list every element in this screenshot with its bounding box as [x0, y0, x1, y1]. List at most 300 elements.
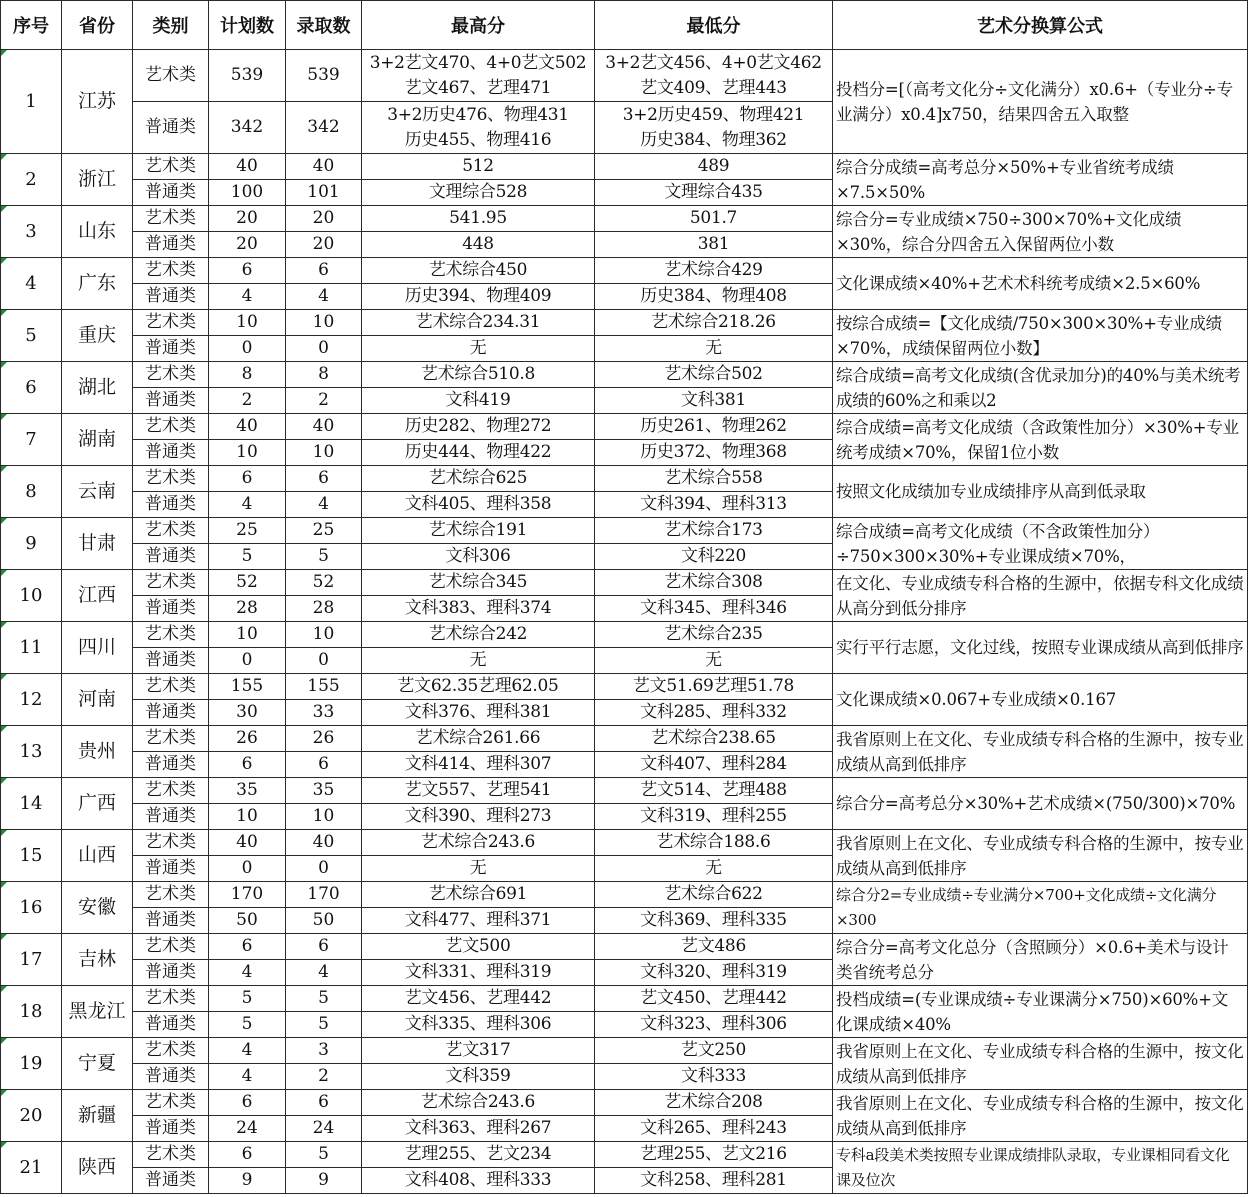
header-row [1, 1, 1248, 50]
row-min-score: 艺理255、艺文216 [595, 1142, 833, 1168]
score-line: 3+2历史459、物理421 [622, 104, 805, 125]
score-line: 3+2艺文456、4+0艺文462 [605, 52, 822, 73]
row-admit: 40 [286, 414, 362, 440]
row-category: 普通类 [133, 336, 209, 362]
row-admit: 24 [286, 1116, 362, 1142]
row-max-score: 艺文456、艺理442 [362, 986, 595, 1012]
row-seq: 21 [1, 1142, 62, 1194]
row-max-score: 无 [362, 856, 595, 882]
row-min-score: 历史261、物理262 [595, 414, 833, 440]
row-plan: 25 [209, 518, 286, 544]
row-seq: 16 [1, 882, 62, 934]
row-formula: 综合成绩=高考文化成绩（不含政策性加分）÷750×300×30%+专业课成绩×70%， [833, 518, 1248, 570]
row-min-score: 艺术综合502 [595, 362, 833, 388]
row-plan: 10 [209, 622, 286, 648]
row-category: 艺术类 [133, 1142, 209, 1168]
row-max-score: 无 [362, 648, 595, 674]
row-max-score: 文科414、理科307 [362, 752, 595, 778]
row-min-score: 无 [595, 856, 833, 882]
row-seq: 17 [1, 934, 62, 986]
row-plan: 35 [209, 778, 286, 804]
row-max-score: 艺文500 [362, 934, 595, 960]
row-category: 艺术类 [133, 206, 209, 232]
row-formula: 我省原则上在文化、专业成绩专科合格的生源中，按文化成绩从高到低排序 [833, 1038, 1248, 1090]
table-row [1, 726, 1248, 752]
row-admit: 4 [286, 492, 362, 518]
row-seq: 12 [1, 674, 62, 726]
row-category: 艺术类 [133, 830, 209, 856]
row-category: 艺术类 [133, 622, 209, 648]
row-category: 艺术类 [133, 726, 209, 752]
row-min-score: 无 [595, 336, 833, 362]
row-max-score: 文科383、理科374 [362, 596, 595, 622]
row-max-score: 文科331、理科319 [362, 960, 595, 986]
row-admit: 0 [286, 336, 362, 362]
row-plan: 539 [209, 50, 286, 102]
row-plan: 28 [209, 596, 286, 622]
table-row [1, 674, 1248, 700]
row-max-score: 艺术综合345 [362, 570, 595, 596]
row-plan: 342 [209, 102, 286, 154]
row-plan: 8 [209, 362, 286, 388]
row-plan: 170 [209, 882, 286, 908]
row-admit: 20 [286, 232, 362, 258]
row-category: 普通类 [133, 492, 209, 518]
row-min-score [595, 102, 833, 154]
row-seq: 13 [1, 726, 62, 778]
row-province: 四川 [62, 622, 133, 674]
row-province: 湖北 [62, 362, 133, 414]
row-plan: 5 [209, 544, 286, 570]
row-admit: 40 [286, 830, 362, 856]
row-admit: 33 [286, 700, 362, 726]
table-row [1, 934, 1248, 960]
header-min-score: 最低分 [595, 1, 833, 50]
row-max-score: 文科405、理科358 [362, 492, 595, 518]
row-admit: 101 [286, 180, 362, 206]
table-row [1, 154, 1248, 180]
row-formula: 在文化、专业成绩专科合格的生源中，依据专科文化成绩从高分到低分排序 [833, 570, 1248, 622]
row-admit: 5 [286, 1142, 362, 1168]
table-row [1, 882, 1248, 908]
row-min-score: 艺术综合235 [595, 622, 833, 648]
row-formula: 投档分=[（高考文化分÷文化满分）x0.6+（专业分÷专业满分）x0.4]x750，结果四舍五入取整 [833, 50, 1248, 154]
row-plan: 6 [209, 934, 286, 960]
row-category: 艺术类 [133, 778, 209, 804]
header-category: 类别 [133, 1, 209, 50]
row-admit: 0 [286, 648, 362, 674]
row-formula: 我省原则上在文化、专业成绩专科合格的生源中，按专业成绩从高到低排序 [833, 726, 1248, 778]
row-min-score: 历史372、物理368 [595, 440, 833, 466]
row-seq: 11 [1, 622, 62, 674]
row-max-score: 艺文557、艺理541 [362, 778, 595, 804]
row-min-score: 艺文514、艺理488 [595, 778, 833, 804]
row-province: 湖南 [62, 414, 133, 466]
row-plan: 40 [209, 830, 286, 856]
row-seq: 14 [1, 778, 62, 830]
row-admit: 50 [286, 908, 362, 934]
header-formula: 艺术分换算公式 [833, 1, 1248, 50]
row-province: 广东 [62, 258, 133, 310]
row-province: 河南 [62, 674, 133, 726]
row-max-score: 541.95 [362, 206, 595, 232]
row-plan: 4 [209, 492, 286, 518]
row-plan: 6 [209, 258, 286, 284]
row-plan: 155 [209, 674, 286, 700]
row-admit: 2 [286, 388, 362, 414]
row-max-score: 文科477、理科371 [362, 908, 595, 934]
row-category: 艺术类 [133, 466, 209, 492]
row-province: 吉林 [62, 934, 133, 986]
row-min-score: 文科265、理科243 [595, 1116, 833, 1142]
row-plan: 6 [209, 1090, 286, 1116]
row-min-score: 文科285、理科332 [595, 700, 833, 726]
row-formula: 综合分2=专业成绩÷专业满分×700+文化成绩÷文化满分×300 [833, 882, 1248, 934]
row-min-score: 艺术综合173 [595, 518, 833, 544]
row-admit: 539 [286, 50, 362, 102]
row-plan: 10 [209, 804, 286, 830]
row-plan: 100 [209, 180, 286, 206]
row-min-score: 文科258、理科281 [595, 1168, 833, 1194]
table-row [1, 414, 1248, 440]
row-plan: 0 [209, 856, 286, 882]
row-plan: 4 [209, 960, 286, 986]
row-seq: 1 [1, 50, 62, 154]
row-plan: 2 [209, 388, 286, 414]
row-plan: 40 [209, 414, 286, 440]
row-province: 宁夏 [62, 1038, 133, 1090]
table-row [1, 258, 1248, 284]
row-seq: 2 [1, 154, 62, 206]
row-max-score: 文理综合528 [362, 180, 595, 206]
row-province: 山西 [62, 830, 133, 882]
row-category: 普通类 [133, 102, 209, 154]
row-seq: 8 [1, 466, 62, 518]
row-plan: 50 [209, 908, 286, 934]
row-min-score: 489 [595, 154, 833, 180]
row-plan: 52 [209, 570, 286, 596]
row-max-score: 艺术综合450 [362, 258, 595, 284]
table-row [1, 622, 1248, 648]
row-min-score: 文科320、理科319 [595, 960, 833, 986]
row-category: 艺术类 [133, 1090, 209, 1116]
row-province: 江苏 [62, 50, 133, 154]
score-line: 3+2艺文470、4+0艺文502 [369, 52, 587, 73]
row-category: 普通类 [133, 804, 209, 830]
row-min-score [595, 50, 833, 102]
row-category: 普通类 [133, 232, 209, 258]
row-category: 艺术类 [133, 50, 209, 102]
table-row [1, 518, 1248, 544]
row-admit: 28 [286, 596, 362, 622]
row-plan: 30 [209, 700, 286, 726]
row-min-score: 501.7 [595, 206, 833, 232]
row-seq: 7 [1, 414, 62, 466]
row-formula: 综合成绩=高考文化成绩（含政策性加分）×30%+专业统考成绩×70%，保留1位小数 [833, 414, 1248, 466]
row-max-score: 历史394、物理409 [362, 284, 595, 310]
row-plan: 5 [209, 1012, 286, 1038]
row-admit: 10 [286, 804, 362, 830]
row-admit: 20 [286, 206, 362, 232]
row-admit: 6 [286, 466, 362, 492]
row-admit: 342 [286, 102, 362, 154]
row-admit: 4 [286, 284, 362, 310]
score-line: 艺文409、艺理443 [640, 77, 787, 98]
score-line: 历史384、物理362 [640, 129, 787, 150]
row-min-score: 艺文51.69艺理51.78 [595, 674, 833, 700]
table-row [1, 570, 1248, 596]
table-row [1, 1090, 1248, 1116]
table-row [1, 830, 1248, 856]
table-row [1, 1038, 1248, 1064]
row-admit: 6 [286, 1090, 362, 1116]
row-province: 甘肃 [62, 518, 133, 570]
row-formula: 按照文化成绩加专业成绩排序从高到低录取 [833, 466, 1248, 518]
row-category: 普通类 [133, 1168, 209, 1194]
row-admit: 3 [286, 1038, 362, 1064]
row-category: 普通类 [133, 596, 209, 622]
row-plan: 5 [209, 986, 286, 1012]
row-category: 艺术类 [133, 674, 209, 700]
row-province: 贵州 [62, 726, 133, 778]
row-category: 艺术类 [133, 362, 209, 388]
row-category: 艺术类 [133, 1038, 209, 1064]
row-admit: 25 [286, 518, 362, 544]
row-min-score: 文科220 [595, 544, 833, 570]
row-admit: 2 [286, 1064, 362, 1090]
row-admit: 5 [286, 544, 362, 570]
row-category: 艺术类 [133, 154, 209, 180]
row-admit: 5 [286, 986, 362, 1012]
row-min-score: 艺文450、艺理442 [595, 986, 833, 1012]
row-max-score: 艺术综合243.6 [362, 830, 595, 856]
row-max-score: 文科335、理科306 [362, 1012, 595, 1038]
row-plan: 4 [209, 1038, 286, 1064]
row-plan: 40 [209, 154, 286, 180]
row-category: 普通类 [133, 648, 209, 674]
row-max-score: 文科390、理科273 [362, 804, 595, 830]
row-province: 安徽 [62, 882, 133, 934]
row-seq: 3 [1, 206, 62, 258]
row-admit: 6 [286, 934, 362, 960]
row-max-score: 艺术综合191 [362, 518, 595, 544]
row-plan: 24 [209, 1116, 286, 1142]
row-admit: 10 [286, 310, 362, 336]
row-seq: 19 [1, 1038, 62, 1090]
table-row [1, 206, 1248, 232]
score-line: 历史455、物理416 [404, 129, 552, 150]
table-row [1, 310, 1248, 336]
row-max-score: 文科376、理科381 [362, 700, 595, 726]
row-max-score: 艺术综合625 [362, 466, 595, 492]
row-seq: 6 [1, 362, 62, 414]
row-min-score: 艺术综合622 [595, 882, 833, 908]
row-max-score: 无 [362, 336, 595, 362]
header-plan: 计划数 [209, 1, 286, 50]
table-row [1, 1142, 1248, 1168]
row-formula: 综合分=专业成绩×750÷300×70%+文化成绩×30%，综合分四舍五入保留两位小数 [833, 206, 1248, 258]
row-admit: 5 [286, 1012, 362, 1038]
row-min-score: 文科369、理科335 [595, 908, 833, 934]
row-plan: 0 [209, 648, 286, 674]
row-province: 浙江 [62, 154, 133, 206]
row-seq: 18 [1, 986, 62, 1038]
row-category: 普通类 [133, 388, 209, 414]
row-admit: 8 [286, 362, 362, 388]
row-min-score: 文科345、理科346 [595, 596, 833, 622]
row-formula: 我省原则上在文化、专业成绩专科合格的生源中，按专业成绩从高到低排序 [833, 830, 1248, 882]
row-plan: 20 [209, 232, 286, 258]
row-admit: 155 [286, 674, 362, 700]
row-province: 陕西 [62, 1142, 133, 1194]
row-formula: 实行平行志愿，文化过线，按照专业课成绩从高到低排序 [833, 622, 1248, 674]
row-min-score: 艺术综合558 [595, 466, 833, 492]
row-category: 艺术类 [133, 570, 209, 596]
row-plan: 9 [209, 1168, 286, 1194]
row-max-score: 448 [362, 232, 595, 258]
row-province: 黑龙江 [62, 986, 133, 1038]
row-max-score: 历史282、物理272 [362, 414, 595, 440]
row-min-score: 文科407、理科284 [595, 752, 833, 778]
row-plan: 10 [209, 440, 286, 466]
row-max-score: 艺术综合261.66 [362, 726, 595, 752]
row-category: 艺术类 [133, 986, 209, 1012]
row-formula: 综合分成绩=高考总分×50%+专业省统考成绩×7.5×50% [833, 154, 1248, 206]
header-province: 省份 [62, 1, 133, 50]
row-category: 普通类 [133, 1064, 209, 1090]
row-category: 艺术类 [133, 414, 209, 440]
row-max-score: 艺术综合242 [362, 622, 595, 648]
row-plan: 6 [209, 466, 286, 492]
row-max-score: 文科359 [362, 1064, 595, 1090]
row-category: 普通类 [133, 284, 209, 310]
row-min-score: 文科323、理科306 [595, 1012, 833, 1038]
row-min-score: 艺文486 [595, 934, 833, 960]
row-min-score: 艺术综合308 [595, 570, 833, 596]
row-min-score: 无 [595, 648, 833, 674]
row-admit: 40 [286, 154, 362, 180]
row-province: 江西 [62, 570, 133, 622]
row-formula: 我省原则上在文化、专业成绩专科合格的生源中，按文化成绩从高到低排序 [833, 1090, 1248, 1142]
row-admit: 6 [286, 258, 362, 284]
row-min-score: 历史384、物理408 [595, 284, 833, 310]
row-category: 艺术类 [133, 258, 209, 284]
row-plan: 4 [209, 284, 286, 310]
row-seq: 15 [1, 830, 62, 882]
row-formula: 综合分=高考总分×30%+艺术成绩×(750/300)×70% [833, 778, 1248, 830]
row-plan: 6 [209, 1142, 286, 1168]
row-seq: 20 [1, 1090, 62, 1142]
header-seq: 序号 [1, 1, 62, 50]
row-province: 广西 [62, 778, 133, 830]
row-category: 普通类 [133, 856, 209, 882]
row-admit: 4 [286, 960, 362, 986]
row-min-score: 文科319、理科255 [595, 804, 833, 830]
row-category: 普通类 [133, 700, 209, 726]
row-min-score: 艺文250 [595, 1038, 833, 1064]
row-max-score: 艺文62.35艺理62.05 [362, 674, 595, 700]
row-seq: 10 [1, 570, 62, 622]
row-min-score: 艺术综合218.26 [595, 310, 833, 336]
row-max-score: 艺术综合510.8 [362, 362, 595, 388]
row-min-score: 文科381 [595, 388, 833, 414]
row-category: 艺术类 [133, 518, 209, 544]
row-admit: 0 [286, 856, 362, 882]
table-row [1, 362, 1248, 388]
row-seq: 9 [1, 518, 62, 570]
table-row [1, 50, 1248, 102]
row-max-score: 艺术综合243.6 [362, 1090, 595, 1116]
row-category: 普通类 [133, 544, 209, 570]
row-formula: 综合分=高考文化总分（含照顾分）×0.6+美术与设计类省统考总分 [833, 934, 1248, 986]
row-category: 艺术类 [133, 310, 209, 336]
table-row [1, 778, 1248, 804]
row-max-score [362, 102, 595, 154]
row-seq: 4 [1, 258, 62, 310]
row-max-score: 文科306 [362, 544, 595, 570]
row-seq: 5 [1, 310, 62, 362]
row-category: 艺术类 [133, 882, 209, 908]
table-row [1, 986, 1248, 1012]
row-category: 普通类 [133, 180, 209, 206]
header-max-score: 最高分 [362, 1, 595, 50]
row-category: 普通类 [133, 1012, 209, 1038]
row-max-score: 历史444、物理422 [362, 440, 595, 466]
row-min-score: 文科333 [595, 1064, 833, 1090]
row-plan: 20 [209, 206, 286, 232]
row-plan: 0 [209, 336, 286, 362]
row-plan: 6 [209, 752, 286, 778]
row-plan: 26 [209, 726, 286, 752]
row-max-score: 文科419 [362, 388, 595, 414]
row-max-score: 512 [362, 154, 595, 180]
row-province: 云南 [62, 466, 133, 518]
row-admit: 35 [286, 778, 362, 804]
row-formula: 投档成绩=(专业课成绩÷专业课满分×750)×60%+文化课成绩×40% [833, 986, 1248, 1038]
row-admit: 9 [286, 1168, 362, 1194]
row-max-score: 艺理255、艺文234 [362, 1142, 595, 1168]
row-category: 艺术类 [133, 934, 209, 960]
table-row [1, 466, 1248, 492]
row-category: 普通类 [133, 752, 209, 778]
row-admit: 10 [286, 440, 362, 466]
header-admit: 录取数 [286, 1, 362, 50]
row-province: 新疆 [62, 1090, 133, 1142]
row-min-score: 艺术综合208 [595, 1090, 833, 1116]
row-min-score: 艺术综合429 [595, 258, 833, 284]
row-max-score [362, 50, 595, 102]
score-line: 艺文467、艺理471 [404, 77, 552, 98]
row-category: 普通类 [133, 960, 209, 986]
row-admit: 52 [286, 570, 362, 596]
row-category: 普通类 [133, 1116, 209, 1142]
row-admit: 170 [286, 882, 362, 908]
row-category: 普通类 [133, 908, 209, 934]
row-min-score: 381 [595, 232, 833, 258]
row-formula: 文化课成绩×0.067+专业成绩×0.167 [833, 674, 1248, 726]
row-min-score: 文科394、理科313 [595, 492, 833, 518]
row-max-score: 艺文317 [362, 1038, 595, 1064]
score-line: 3+2历史476、物理431 [387, 104, 569, 125]
row-max-score: 文科363、理科267 [362, 1116, 595, 1142]
row-formula: 按综合成绩=【文化成绩/750×300×30%+专业成绩×70%，成绩保留两位小数】 [833, 310, 1248, 362]
row-category: 普通类 [133, 440, 209, 466]
row-plan: 10 [209, 310, 286, 336]
table-body [1, 50, 1248, 1194]
row-admit: 6 [286, 752, 362, 778]
row-admit: 26 [286, 726, 362, 752]
row-formula: 综合成绩=高考文化成绩(含优录加分)的40%与美术统考成绩的60%之和乘以2 [833, 362, 1248, 414]
